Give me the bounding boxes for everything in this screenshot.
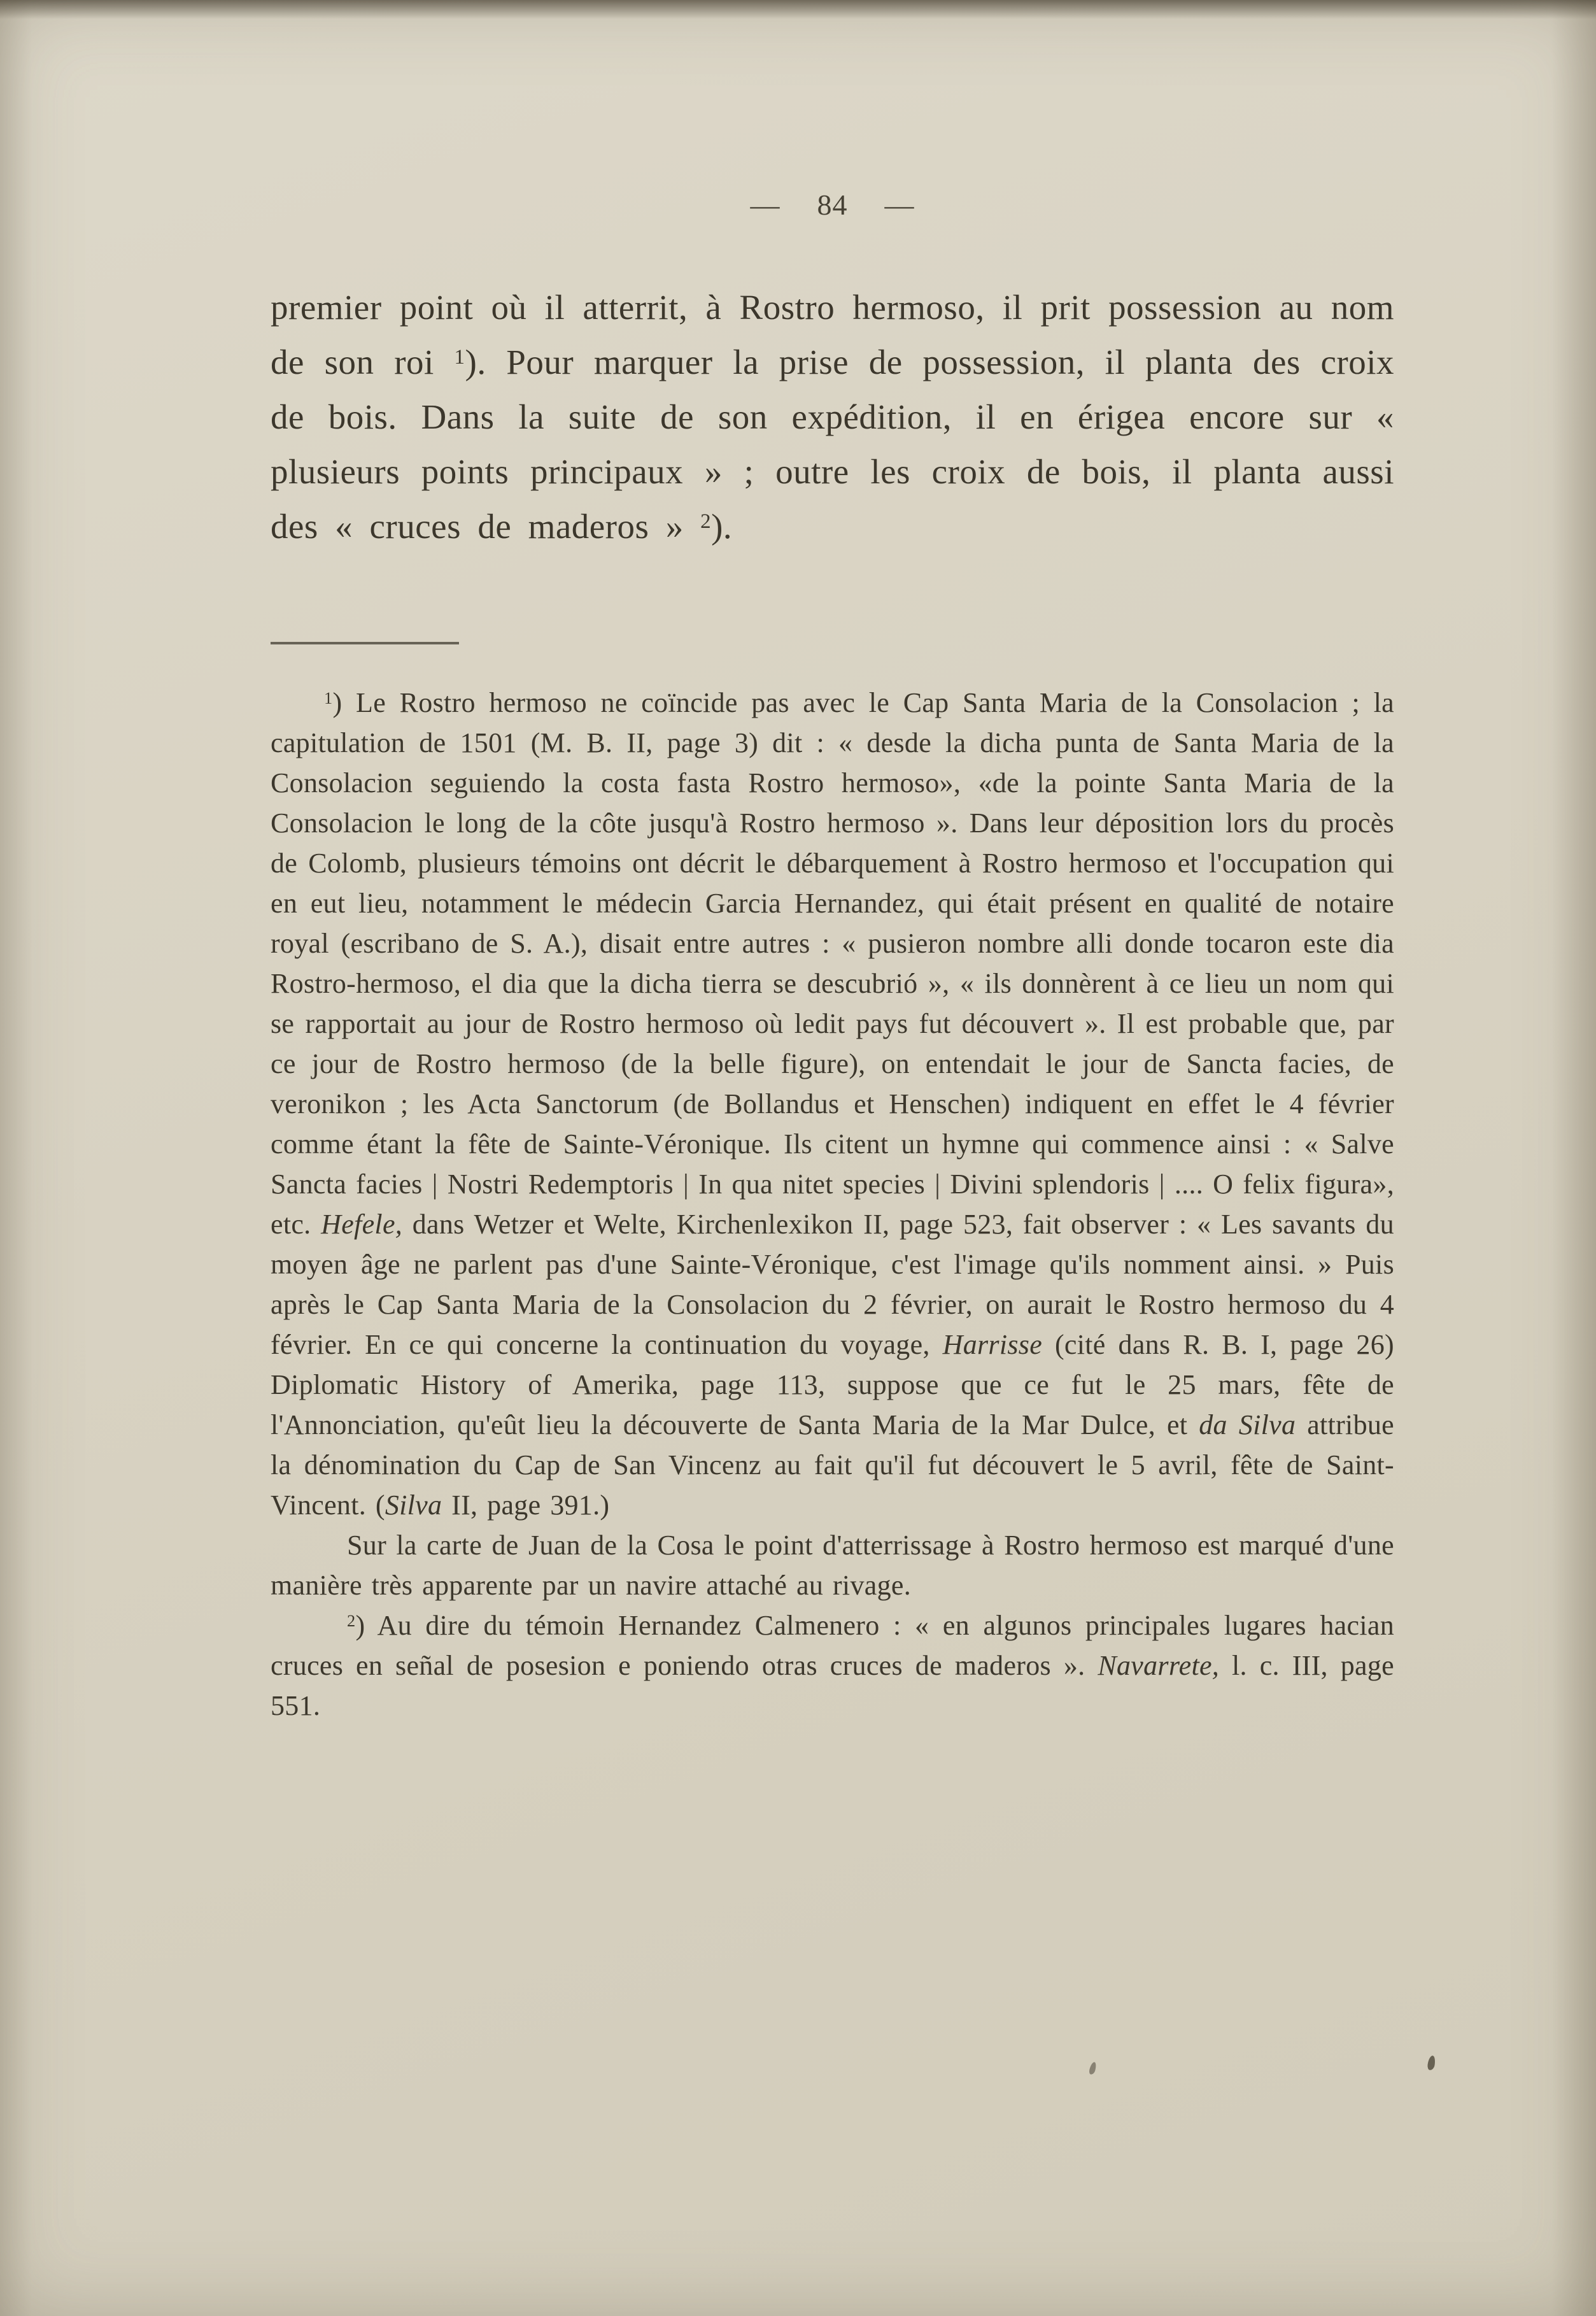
scan-speck-right <box>1427 2055 1436 2070</box>
footnote-2: $^2$) Au dire du témoin Hernandez Calmenero : « en algunos principales lugares hacian cruces en señal de posesion e poniendo otras cruces de maderos ». Navarrete, l. c. III, page 551. <box>271 1610 1394 1721</box>
footnote-separator <box>271 642 459 644</box>
page-number-value: 84 <box>817 188 848 221</box>
scan-speck-left <box>1089 2061 1098 2075</box>
footnotes-block <box>271 683 1394 1726</box>
footnote-1: $^1$) Le Rostro hermoso ne coïncide pas avec le Cap Santa Maria de la Consolacion ; la capitulation de 1501 (M. B. II, page 3) dit : « desde la dicha punta de Santa Maria de la Consolacion seguiendo la costa fasta Rostro hermoso», «de la pointe Santa Maria de la Consolacion le long de la côte jusqu'à Rostro hermoso ». Dans leur déposition lors du procès de Colomb, plusieurs témoins ont décrit le débarquement à Rostro hermoso et l'occupation qui en eut lieu, notamment le médecin Garcia Hernandez, qui était présent en qualité de notaire royal (escribano de S. A.), disait entre autres : « pusieron nombre alli donde tocaron este dia Rostro-hermoso, el dia que la dicha tierra se descubrió », « ils donnèrent à ce lieu un nom qui se rapportait au jour de Rostro hermoso où ledit pays fut découvert ». Il est probable que, par ce jour de Rostro hermoso (de la belle figure), on entendait le jour de Sancta facies, de veronikon ; les Acta Sanctorum (de Bollandus et Henschen) indiquent en effet le 4 février comme étant la fête de Sainte-Véronique. Ils citent un hymne qui commence ainsi : « Salve Sancta facies | Nostri Redemptoris | In qua nitet species | Divini splendoris | .... O felix figura», etc. Hefele, dans Wetzer et Welte, Kirchenlexikon II, page 523, fait observer : « Les savants du moyen âge ne parlent pas d'une Sainte-Véronique, c'est l'image qu'ils nomment ainsi. » Puis après le Cap Santa Maria de la Consolacion du 2 février, on aurait le Rostro hermoso du 4 février. En ce qui concerne la continuation du voyage, Harrisse (cité dans R. B. I, page 26) Diplomatic History of Amerika, page 113, suppose que ce fut le 25 mars, fête de l'Annonciation, qu'eût lieu la découverte de Santa Maria de la Mar Dulce, et da Silva attribue la dénomination du Cap de San Vincenz au fait qu'il fut découvert le 5 avril, fête de Saint-Vincent. (Silva II, page 391.) <box>271 687 1395 1521</box>
main-paragraph: premier point où il atterrit, à Rostro hermoso, il prit possession au nom de son roi $^1$). Pour marquer la prise de possession, il planta des croix de bois. Dans la suite de son expédition, il en érigea encore sur « plusieurs points principaux » ; outre les croix de bois, il planta aussi des « cruces de maderos » $^2$). <box>271 288 1394 546</box>
footnote-1-continuation: Sur la carte de Juan de la Cosa le point d'atterrissage à Rostro hermoso est marqué d'une manière très apparente par un navire attaché au rivage. <box>271 1530 1394 1601</box>
main-text-block <box>271 280 1394 554</box>
page-number <box>271 188 1394 222</box>
page-number-dash-left: — <box>750 188 780 221</box>
page-number-dash-right: — <box>884 188 915 221</box>
